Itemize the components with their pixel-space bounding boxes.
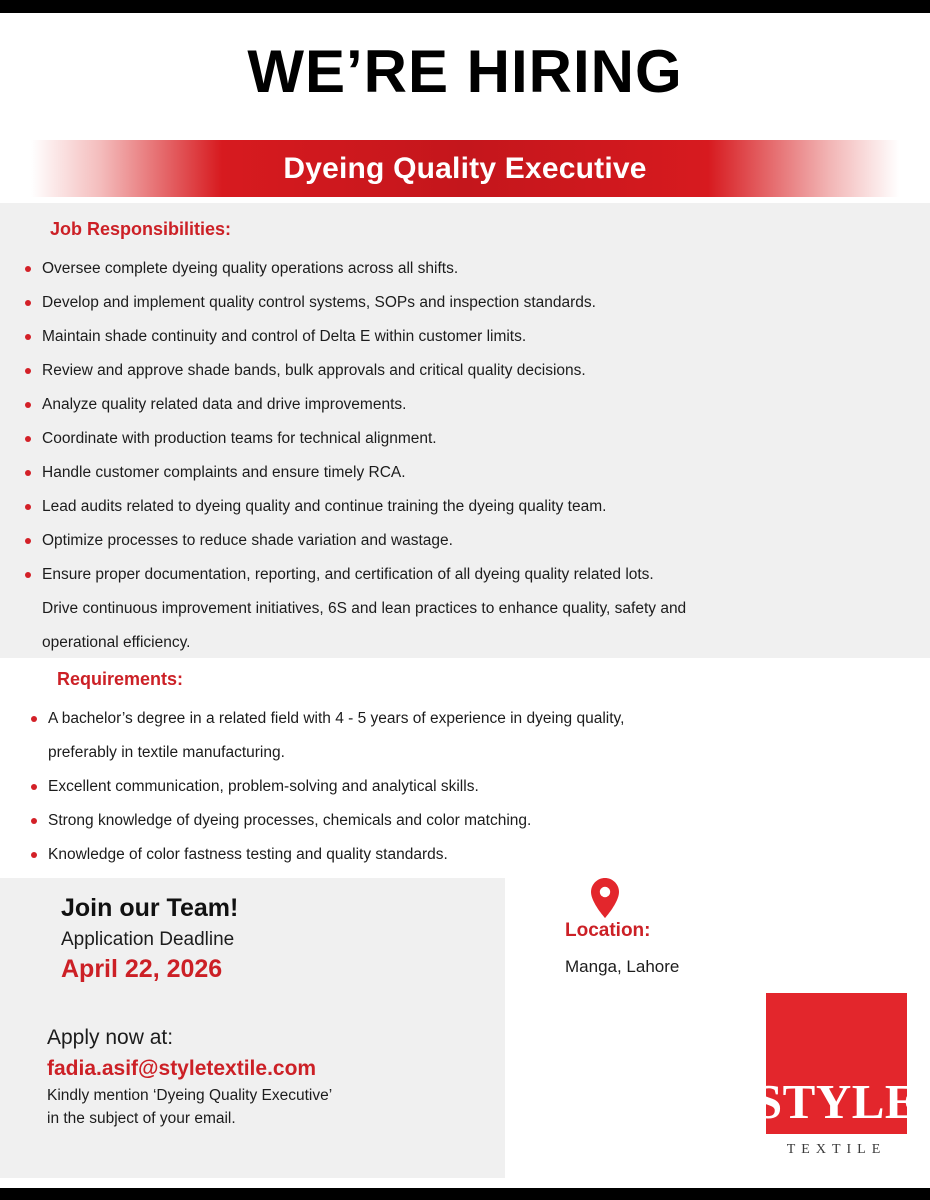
apply-note-line1: Kindly mention ‘Dyeing Quality Executive’	[47, 1087, 333, 1104]
list-item	[16, 320, 916, 354]
join-team-title: Join our Team!	[61, 894, 239, 922]
bullet-dot-icon	[25, 504, 31, 510]
list-item	[16, 558, 916, 592]
requirements-list	[22, 702, 922, 872]
requirements-heading: Requirements:	[57, 669, 184, 689]
list-item-text: Coordinate with production teams for technical alignment.	[42, 430, 437, 447]
company-logo-subtext: TEXTILE	[786, 1142, 887, 1157]
application-deadline-label: Application Deadline	[61, 929, 235, 950]
list-item-text: Excellent communication, problem-solving and analytical skills.	[48, 778, 479, 795]
bullet-dot-icon	[25, 334, 31, 340]
list-item-text: Oversee complete dyeing quality operations across all shifts.	[42, 260, 459, 277]
list-item	[16, 388, 916, 422]
list-item-text: Review and approve shade bands, bulk approvals and critical quality decisions.	[42, 362, 586, 379]
bullet-dot-icon	[25, 538, 31, 544]
list-item	[16, 626, 916, 660]
list-item	[16, 592, 916, 626]
apply-lead-text: Apply now at:	[47, 1026, 174, 1049]
company-logo-text: STYLE	[754, 1074, 919, 1129]
list-item-text: preferably in textile manufacturing.	[48, 744, 285, 761]
bullet-dot-icon	[31, 716, 37, 722]
bullet-dot-icon	[31, 852, 37, 858]
top-black-bar	[0, 0, 930, 13]
location-label: Location:	[565, 920, 651, 941]
list-item-text: Lead audits related to dyeing quality and continue training the dyeing quality team.	[42, 498, 607, 515]
list-item	[16, 456, 916, 490]
bullet-dot-icon	[25, 436, 31, 442]
list-item-text: Knowledge of color fastness testing and quality standards.	[48, 846, 448, 863]
headline-area	[0, 13, 930, 131]
list-item	[16, 252, 916, 286]
location-value: Manga, Lahore	[565, 957, 680, 976]
apply-note-line2: in the subject of your email.	[47, 1110, 236, 1127]
bullet-dot-icon	[31, 818, 37, 824]
bottom-black-bar	[0, 1188, 930, 1200]
list-item	[22, 804, 922, 838]
bullet-dot-icon	[25, 470, 31, 476]
list-item-text: A bachelor’s degree in a related field with 4 - 5 years of experience in dyeing quality,	[48, 710, 625, 727]
list-item	[16, 354, 916, 388]
list-item-text: Ensure proper documentation, reporting, and certification of all dyeing quality related lots.	[42, 566, 654, 583]
job-title: Dyeing Quality Executive	[283, 151, 647, 185]
list-item	[16, 524, 916, 558]
bullet-dot-icon	[25, 368, 31, 374]
list-item	[22, 702, 922, 736]
list-item-text: Strong knowledge of dyeing processes, chemicals and color matching.	[48, 812, 532, 829]
list-item-text: operational efficiency.	[42, 634, 191, 651]
application-deadline-date: April 22, 2026	[61, 955, 223, 983]
list-item	[16, 286, 916, 320]
list-item-text: Maintain shade continuity and control of Delta E within customer limits.	[42, 328, 527, 345]
apply-panel	[0, 992, 505, 1178]
bullet-dot-icon	[25, 572, 31, 578]
page-title: WE’RE HIRING	[247, 38, 683, 105]
job-title-band	[31, 140, 899, 197]
list-item	[16, 490, 916, 524]
apply-email[interactable]: fadia.asif@styletextile.com	[47, 1057, 317, 1080]
company-logo	[754, 993, 919, 1134]
map-pin-icon	[589, 877, 621, 919]
list-item-text: Analyze quality related data and drive improvements.	[42, 396, 407, 413]
responsibilities-heading: Job Responsibilities:	[50, 219, 232, 239]
bullet-dot-icon	[25, 402, 31, 408]
list-item-text: Develop and implement quality control systems, SOPs and inspection standards.	[42, 294, 596, 311]
bullet-dot-icon	[31, 784, 37, 790]
list-item	[22, 770, 922, 804]
list-item	[22, 736, 922, 770]
bullet-dot-icon	[25, 300, 31, 306]
list-item	[22, 838, 922, 872]
list-item-text: Drive continuous improvement initiatives, 6S and lean practices to enhance quality, safety and	[42, 600, 687, 617]
responsibilities-list	[16, 252, 916, 660]
list-item-text: Handle customer complaints and ensure timely RCA.	[42, 464, 406, 481]
list-item	[16, 422, 916, 456]
bullet-dot-icon	[25, 266, 31, 272]
list-item-text: Optimize processes to reduce shade variation and wastage.	[42, 532, 453, 549]
